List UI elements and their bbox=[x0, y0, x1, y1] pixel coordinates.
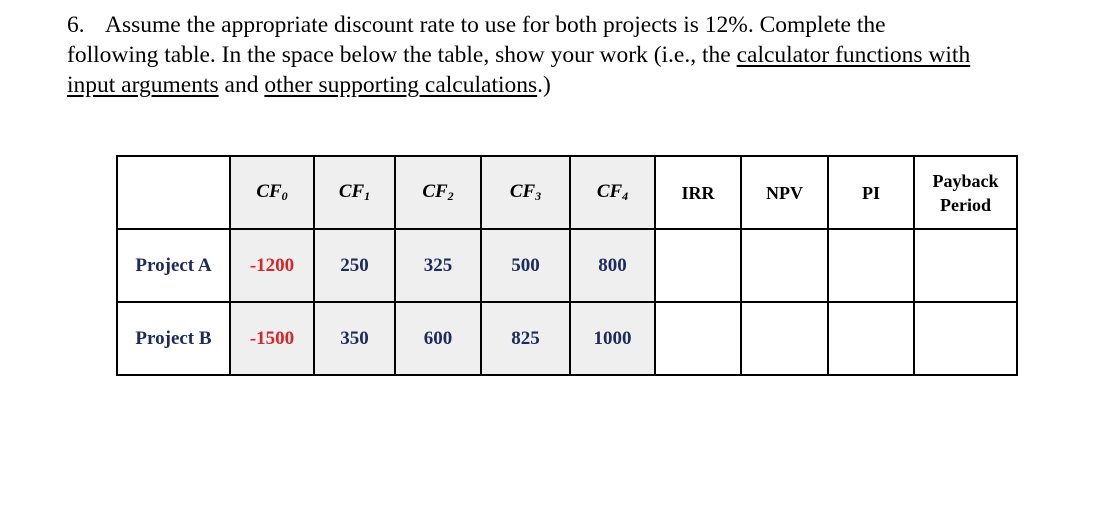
project-b-cf2: 600 bbox=[395, 302, 481, 375]
header-irr: IRR bbox=[655, 156, 741, 229]
question-line-1 bbox=[67, 10, 1077, 40]
row-label-project-b: Project B bbox=[117, 302, 230, 375]
header-cf1 bbox=[314, 156, 395, 229]
question-line-3-mid: and bbox=[218, 72, 265, 98]
header-cf3-base: CF bbox=[509, 181, 536, 202]
question-line-2-text: following table. In the space below the table, show your work (i.e., the bbox=[67, 42, 737, 68]
project-b-cf1: 350 bbox=[314, 302, 395, 375]
header-pi: PI bbox=[828, 156, 914, 229]
project-b-pi-cell[interactable] bbox=[828, 302, 914, 375]
question-line-2 bbox=[67, 40, 1077, 70]
corner-cell bbox=[117, 156, 230, 229]
header-cf3 bbox=[481, 156, 570, 229]
project-a-cf2: 325 bbox=[395, 229, 481, 302]
supporting-calculations-underline: other supporting calculations bbox=[264, 72, 538, 98]
project-b-cf4: 1000 bbox=[570, 302, 655, 375]
project-b-payback-cell[interactable] bbox=[914, 302, 1017, 375]
project-a-pi-cell[interactable] bbox=[828, 229, 914, 302]
calculator-functions-underline: calculator functions with bbox=[736, 42, 971, 68]
project-b-irr-cell[interactable] bbox=[655, 302, 741, 375]
project-a-npv-cell[interactable] bbox=[741, 229, 828, 302]
project-b-npv-cell[interactable] bbox=[741, 302, 828, 375]
header-cf1-sub: 1 bbox=[364, 189, 371, 203]
header-cf2-sub: 2 bbox=[447, 189, 454, 203]
table-row-project-a bbox=[117, 229, 1017, 302]
header-payback-line2: Period bbox=[940, 194, 991, 215]
table-header-row bbox=[117, 156, 1017, 229]
header-cf3-sub: 3 bbox=[535, 189, 542, 203]
header-cf2 bbox=[395, 156, 481, 229]
header-cf0-sub: 0 bbox=[281, 189, 288, 203]
header-cf1-base: CF bbox=[338, 181, 365, 202]
header-cf4-sub: 4 bbox=[622, 189, 629, 203]
header-cf4 bbox=[570, 156, 655, 229]
project-a-irr-cell[interactable] bbox=[655, 229, 741, 302]
header-npv: NPV bbox=[741, 156, 828, 229]
question-line-3 bbox=[67, 70, 1077, 100]
project-a-cf0: -1200 bbox=[230, 229, 314, 302]
header-cf4-base: CF bbox=[596, 181, 623, 202]
project-a-cf4: 800 bbox=[570, 229, 655, 302]
project-b-cf0: -1500 bbox=[230, 302, 314, 375]
project-a-payback-cell[interactable] bbox=[914, 229, 1017, 302]
question-number: 6. bbox=[67, 12, 85, 38]
header-cf0-base: CF bbox=[256, 181, 282, 202]
header-payback-line1: Payback bbox=[932, 170, 999, 191]
input-arguments-underline: input arguments bbox=[67, 72, 219, 98]
project-b-cf3: 825 bbox=[481, 302, 570, 375]
question-line-3-end: .) bbox=[537, 72, 551, 98]
header-payback-period bbox=[914, 156, 1017, 229]
row-label-project-a: Project A bbox=[117, 229, 230, 302]
table-row-project-b bbox=[117, 302, 1017, 375]
header-cf0 bbox=[230, 156, 314, 229]
project-a-cf1: 250 bbox=[314, 229, 395, 302]
question-text bbox=[67, 10, 1077, 100]
question-line-1-text: Assume the appropriate discount rate to use for both projects is 12%. Complete the bbox=[105, 12, 886, 38]
project-a-cf3: 500 bbox=[481, 229, 570, 302]
header-cf2-base: CF bbox=[422, 181, 448, 202]
cash-flow-table bbox=[116, 155, 1018, 376]
